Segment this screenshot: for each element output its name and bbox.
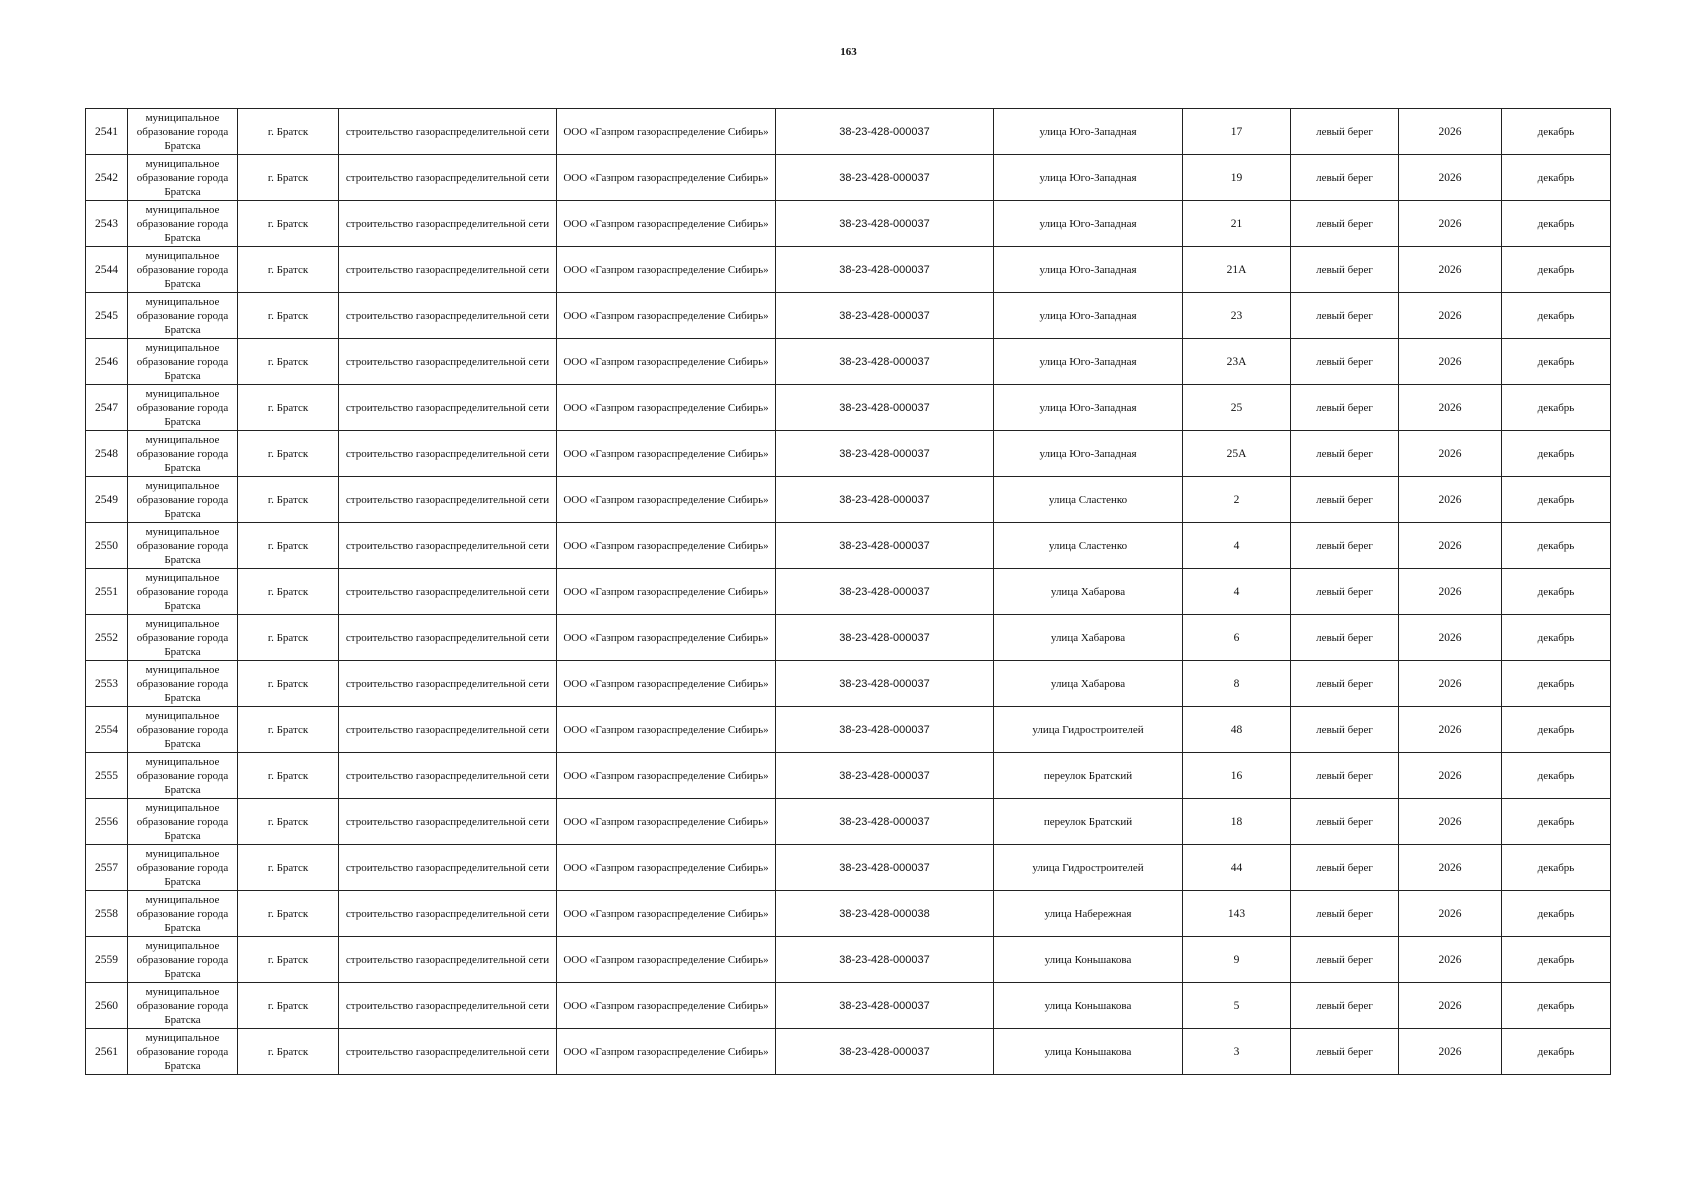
month-cell: декабрь <box>1502 845 1611 891</box>
row-number: 2551 <box>86 569 128 615</box>
river-bank-cell: левый берег <box>1291 477 1399 523</box>
work-type-cell: строительство газораспределительной сети <box>339 385 557 431</box>
house-number-cell: 21 <box>1183 201 1291 247</box>
city-cell: г. Братск <box>238 155 339 201</box>
city-cell: г. Братск <box>238 845 339 891</box>
house-number-cell: 23 <box>1183 293 1291 339</box>
network-code-cell: 38-23-428-000037 <box>776 201 994 247</box>
organization-cell: ООО «Газпром газораспределение Сибирь» <box>557 109 776 155</box>
year-cell: 2026 <box>1399 385 1502 431</box>
street-cell: улица Юго-Западная <box>994 155 1183 201</box>
work-type-cell: строительство газораспределительной сети <box>339 753 557 799</box>
municipality-cell: муниципальное образование города Братска <box>128 799 238 845</box>
municipality-cell: муниципальное образование города Братска <box>128 385 238 431</box>
municipality-cell: муниципальное образование города Братска <box>128 523 238 569</box>
year-cell: 2026 <box>1399 891 1502 937</box>
river-bank-cell: левый берег <box>1291 569 1399 615</box>
year-cell: 2026 <box>1399 523 1502 569</box>
row-number: 2548 <box>86 431 128 477</box>
table-row <box>86 615 1611 661</box>
street-cell: улица Хабарова <box>994 615 1183 661</box>
work-type-cell: строительство газораспределительной сети <box>339 615 557 661</box>
network-code-cell: 38-23-428-000037 <box>776 477 994 523</box>
city-cell: г. Братск <box>238 799 339 845</box>
work-type-cell: строительство газораспределительной сети <box>339 661 557 707</box>
network-code-cell: 38-23-428-000037 <box>776 247 994 293</box>
city-cell: г. Братск <box>238 615 339 661</box>
municipality-cell: муниципальное образование города Братска <box>128 201 238 247</box>
row-number: 2544 <box>86 247 128 293</box>
organization-cell: ООО «Газпром газораспределение Сибирь» <box>557 201 776 247</box>
month-cell: декабрь <box>1502 109 1611 155</box>
network-code-cell: 38-23-428-000037 <box>776 845 994 891</box>
organization-cell: ООО «Газпром газораспределение Сибирь» <box>557 523 776 569</box>
row-number: 2553 <box>86 661 128 707</box>
street-cell: улица Юго-Западная <box>994 385 1183 431</box>
network-code-cell: 38-23-428-000037 <box>776 753 994 799</box>
organization-cell: ООО «Газпром газораспределение Сибирь» <box>557 661 776 707</box>
house-number-cell: 44 <box>1183 845 1291 891</box>
month-cell: декабрь <box>1502 753 1611 799</box>
river-bank-cell: левый берег <box>1291 431 1399 477</box>
river-bank-cell: левый берег <box>1291 155 1399 201</box>
work-type-cell: строительство газораспределительной сети <box>339 937 557 983</box>
month-cell: декабрь <box>1502 983 1611 1029</box>
street-cell: переулок Братский <box>994 799 1183 845</box>
year-cell: 2026 <box>1399 753 1502 799</box>
gasification-table <box>85 108 1611 1075</box>
house-number-cell: 16 <box>1183 753 1291 799</box>
row-number: 2549 <box>86 477 128 523</box>
city-cell: г. Братск <box>238 385 339 431</box>
row-number: 2545 <box>86 293 128 339</box>
house-number-cell: 25А <box>1183 431 1291 477</box>
street-cell: улица Гидростроителей <box>994 707 1183 753</box>
municipality-cell: муниципальное образование города Братска <box>128 431 238 477</box>
city-cell: г. Братск <box>238 569 339 615</box>
street-cell: переулок Братский <box>994 753 1183 799</box>
year-cell: 2026 <box>1399 569 1502 615</box>
municipality-cell: муниципальное образование города Братска <box>128 1029 238 1075</box>
river-bank-cell: левый берег <box>1291 615 1399 661</box>
house-number-cell: 4 <box>1183 569 1291 615</box>
municipality-cell: муниципальное образование города Братска <box>128 753 238 799</box>
city-cell: г. Братск <box>238 247 339 293</box>
city-cell: г. Братск <box>238 339 339 385</box>
year-cell: 2026 <box>1399 339 1502 385</box>
street-cell: улица Сластенко <box>994 477 1183 523</box>
network-code-cell: 38-23-428-000037 <box>776 339 994 385</box>
network-code-cell: 38-23-428-000037 <box>776 1029 994 1075</box>
table-row <box>86 477 1611 523</box>
month-cell: декабрь <box>1502 201 1611 247</box>
row-number: 2547 <box>86 385 128 431</box>
network-code-cell: 38-23-428-000037 <box>776 569 994 615</box>
year-cell: 2026 <box>1399 661 1502 707</box>
street-cell: улица Хабарова <box>994 661 1183 707</box>
network-code-cell: 38-23-428-000037 <box>776 155 994 201</box>
year-cell: 2026 <box>1399 707 1502 753</box>
city-cell: г. Братск <box>238 1029 339 1075</box>
year-cell: 2026 <box>1399 293 1502 339</box>
organization-cell: ООО «Газпром газораспределение Сибирь» <box>557 615 776 661</box>
table-row <box>86 661 1611 707</box>
table-row <box>86 707 1611 753</box>
row-number: 2559 <box>86 937 128 983</box>
river-bank-cell: левый берег <box>1291 523 1399 569</box>
work-type-cell: строительство газораспределительной сети <box>339 155 557 201</box>
year-cell: 2026 <box>1399 247 1502 293</box>
organization-cell: ООО «Газпром газораспределение Сибирь» <box>557 753 776 799</box>
network-code-cell: 38-23-428-000037 <box>776 615 994 661</box>
table-row <box>86 431 1611 477</box>
year-cell: 2026 <box>1399 615 1502 661</box>
row-number: 2557 <box>86 845 128 891</box>
network-code-cell: 38-23-428-000037 <box>776 707 994 753</box>
river-bank-cell: левый берег <box>1291 937 1399 983</box>
month-cell: декабрь <box>1502 431 1611 477</box>
work-type-cell: строительство газораспределительной сети <box>339 1029 557 1075</box>
river-bank-cell: левый берег <box>1291 339 1399 385</box>
network-code-cell: 38-23-428-000037 <box>776 799 994 845</box>
house-number-cell: 143 <box>1183 891 1291 937</box>
organization-cell: ООО «Газпром газораспределение Сибирь» <box>557 385 776 431</box>
work-type-cell: строительство газораспределительной сети <box>339 845 557 891</box>
street-cell: улица Юго-Западная <box>994 431 1183 477</box>
work-type-cell: строительство газораспределительной сети <box>339 707 557 753</box>
row-number: 2542 <box>86 155 128 201</box>
month-cell: декабрь <box>1502 477 1611 523</box>
table-row <box>86 293 1611 339</box>
river-bank-cell: левый берег <box>1291 845 1399 891</box>
month-cell: декабрь <box>1502 707 1611 753</box>
row-number: 2550 <box>86 523 128 569</box>
municipality-cell: муниципальное образование города Братска <box>128 477 238 523</box>
year-cell: 2026 <box>1399 799 1502 845</box>
table-row <box>86 937 1611 983</box>
network-code-cell: 38-23-428-000037 <box>776 385 994 431</box>
work-type-cell: строительство газораспределительной сети <box>339 477 557 523</box>
network-code-cell: 38-23-428-000037 <box>776 983 994 1029</box>
work-type-cell: строительство газораспределительной сети <box>339 569 557 615</box>
year-cell: 2026 <box>1399 983 1502 1029</box>
network-code-cell: 38-23-428-000037 <box>776 523 994 569</box>
table-row <box>86 799 1611 845</box>
table-row <box>86 753 1611 799</box>
month-cell: декабрь <box>1502 293 1611 339</box>
city-cell: г. Братск <box>238 707 339 753</box>
city-cell: г. Братск <box>238 293 339 339</box>
house-number-cell: 5 <box>1183 983 1291 1029</box>
street-cell: улица Коньшакова <box>994 983 1183 1029</box>
street-cell: улица Юго-Западная <box>994 247 1183 293</box>
river-bank-cell: левый берег <box>1291 753 1399 799</box>
table-row <box>86 891 1611 937</box>
street-cell: улица Гидростроителей <box>994 845 1183 891</box>
network-code-cell: 38-23-428-000037 <box>776 661 994 707</box>
row-number: 2560 <box>86 983 128 1029</box>
month-cell: декабрь <box>1502 1029 1611 1075</box>
row-number: 2558 <box>86 891 128 937</box>
city-cell: г. Братск <box>238 431 339 477</box>
month-cell: декабрь <box>1502 339 1611 385</box>
month-cell: декабрь <box>1502 615 1611 661</box>
work-type-cell: строительство газораспределительной сети <box>339 339 557 385</box>
house-number-cell: 48 <box>1183 707 1291 753</box>
network-code-cell: 38-23-428-000037 <box>776 293 994 339</box>
house-number-cell: 2 <box>1183 477 1291 523</box>
city-cell: г. Братск <box>238 477 339 523</box>
organization-cell: ООО «Газпром газораспределение Сибирь» <box>557 1029 776 1075</box>
river-bank-cell: левый берег <box>1291 247 1399 293</box>
street-cell: улица Юго-Западная <box>994 339 1183 385</box>
street-cell: улица Юго-Западная <box>994 201 1183 247</box>
house-number-cell: 23А <box>1183 339 1291 385</box>
river-bank-cell: левый берег <box>1291 385 1399 431</box>
city-cell: г. Братск <box>238 937 339 983</box>
work-type-cell: строительство газораспределительной сети <box>339 799 557 845</box>
organization-cell: ООО «Газпром газораспределение Сибирь» <box>557 247 776 293</box>
month-cell: декабрь <box>1502 247 1611 293</box>
month-cell: декабрь <box>1502 385 1611 431</box>
month-cell: декабрь <box>1502 937 1611 983</box>
month-cell: декабрь <box>1502 891 1611 937</box>
river-bank-cell: левый берег <box>1291 1029 1399 1075</box>
municipality-cell: муниципальное образование города Братска <box>128 891 238 937</box>
organization-cell: ООО «Газпром газораспределение Сибирь» <box>557 339 776 385</box>
city-cell: г. Братск <box>238 201 339 247</box>
organization-cell: ООО «Газпром газораспределение Сибирь» <box>557 845 776 891</box>
year-cell: 2026 <box>1399 937 1502 983</box>
river-bank-cell: левый берег <box>1291 293 1399 339</box>
network-code-cell: 38-23-428-000037 <box>776 937 994 983</box>
organization-cell: ООО «Газпром газораспределение Сибирь» <box>557 431 776 477</box>
table-row <box>86 569 1611 615</box>
river-bank-cell: левый берег <box>1291 891 1399 937</box>
city-cell: г. Братск <box>238 109 339 155</box>
municipality-cell: муниципальное образование города Братска <box>128 109 238 155</box>
table-row <box>86 1029 1611 1075</box>
organization-cell: ООО «Газпром газораспределение Сибирь» <box>557 155 776 201</box>
table-row <box>86 109 1611 155</box>
year-cell: 2026 <box>1399 431 1502 477</box>
river-bank-cell: левый берег <box>1291 661 1399 707</box>
table-body <box>86 109 1611 1075</box>
row-number: 2555 <box>86 753 128 799</box>
work-type-cell: строительство газораспределительной сети <box>339 891 557 937</box>
organization-cell: ООО «Газпром газораспределение Сибирь» <box>557 569 776 615</box>
house-number-cell: 25 <box>1183 385 1291 431</box>
city-cell: г. Братск <box>238 523 339 569</box>
city-cell: г. Братск <box>238 891 339 937</box>
street-cell: улица Юго-Западная <box>994 109 1183 155</box>
work-type-cell: строительство газораспределительной сети <box>339 983 557 1029</box>
river-bank-cell: левый берег <box>1291 983 1399 1029</box>
network-code-cell: 38-23-428-000037 <box>776 109 994 155</box>
year-cell: 2026 <box>1399 1029 1502 1075</box>
organization-cell: ООО «Газпром газораспределение Сибирь» <box>557 477 776 523</box>
table-row <box>86 983 1611 1029</box>
month-cell: декабрь <box>1502 799 1611 845</box>
house-number-cell: 9 <box>1183 937 1291 983</box>
city-cell: г. Братск <box>238 661 339 707</box>
row-number: 2541 <box>86 109 128 155</box>
municipality-cell: муниципальное образование города Братска <box>128 247 238 293</box>
municipality-cell: муниципальное образование города Братска <box>128 569 238 615</box>
street-cell: улица Юго-Западная <box>994 293 1183 339</box>
organization-cell: ООО «Газпром газораспределение Сибирь» <box>557 891 776 937</box>
year-cell: 2026 <box>1399 201 1502 247</box>
work-type-cell: строительство газораспределительной сети <box>339 201 557 247</box>
river-bank-cell: левый берег <box>1291 799 1399 845</box>
city-cell: г. Братск <box>238 983 339 1029</box>
year-cell: 2026 <box>1399 109 1502 155</box>
municipality-cell: муниципальное образование города Братска <box>128 339 238 385</box>
table-row <box>86 247 1611 293</box>
row-number: 2546 <box>86 339 128 385</box>
house-number-cell: 3 <box>1183 1029 1291 1075</box>
network-code-cell: 38-23-428-000038 <box>776 891 994 937</box>
river-bank-cell: левый берег <box>1291 109 1399 155</box>
year-cell: 2026 <box>1399 845 1502 891</box>
table-row <box>86 523 1611 569</box>
organization-cell: ООО «Газпром газораспределение Сибирь» <box>557 799 776 845</box>
row-number: 2556 <box>86 799 128 845</box>
organization-cell: ООО «Газпром газораспределение Сибирь» <box>557 293 776 339</box>
municipality-cell: муниципальное образование города Братска <box>128 615 238 661</box>
work-type-cell: строительство газораспределительной сети <box>339 431 557 477</box>
street-cell: улица Сластенко <box>994 523 1183 569</box>
organization-cell: ООО «Газпром газораспределение Сибирь» <box>557 983 776 1029</box>
house-number-cell: 19 <box>1183 155 1291 201</box>
municipality-cell: муниципальное образование города Братска <box>128 937 238 983</box>
house-number-cell: 8 <box>1183 661 1291 707</box>
street-cell: улица Коньшакова <box>994 937 1183 983</box>
municipality-cell: муниципальное образование города Братска <box>128 293 238 339</box>
house-number-cell: 18 <box>1183 799 1291 845</box>
work-type-cell: строительство газораспределительной сети <box>339 109 557 155</box>
month-cell: декабрь <box>1502 155 1611 201</box>
organization-cell: ООО «Газпром газораспределение Сибирь» <box>557 707 776 753</box>
table-row <box>86 155 1611 201</box>
row-number: 2543 <box>86 201 128 247</box>
street-cell: улица Хабарова <box>994 569 1183 615</box>
city-cell: г. Братск <box>238 753 339 799</box>
month-cell: декабрь <box>1502 661 1611 707</box>
house-number-cell: 21А <box>1183 247 1291 293</box>
work-type-cell: строительство газораспределительной сети <box>339 523 557 569</box>
table-row <box>86 385 1611 431</box>
municipality-cell: муниципальное образование города Братска <box>128 707 238 753</box>
river-bank-cell: левый берег <box>1291 707 1399 753</box>
river-bank-cell: левый берег <box>1291 201 1399 247</box>
month-cell: декабрь <box>1502 569 1611 615</box>
row-number: 2554 <box>86 707 128 753</box>
municipality-cell: муниципальное образование города Братска <box>128 983 238 1029</box>
house-number-cell: 17 <box>1183 109 1291 155</box>
house-number-cell: 6 <box>1183 615 1291 661</box>
table-row <box>86 339 1611 385</box>
work-type-cell: строительство газораспределительной сети <box>339 293 557 339</box>
row-number: 2561 <box>86 1029 128 1075</box>
municipality-cell: муниципальное образование города Братска <box>128 155 238 201</box>
table-row <box>86 845 1611 891</box>
municipality-cell: муниципальное образование города Братска <box>128 661 238 707</box>
year-cell: 2026 <box>1399 155 1502 201</box>
month-cell: декабрь <box>1502 523 1611 569</box>
house-number-cell: 4 <box>1183 523 1291 569</box>
row-number: 2552 <box>86 615 128 661</box>
table-row <box>86 201 1611 247</box>
street-cell: улица Коньшакова <box>994 1029 1183 1075</box>
organization-cell: ООО «Газпром газораспределение Сибирь» <box>557 937 776 983</box>
page-number: 163 <box>840 46 857 58</box>
work-type-cell: строительство газораспределительной сети <box>339 247 557 293</box>
network-code-cell: 38-23-428-000037 <box>776 431 994 477</box>
year-cell: 2026 <box>1399 477 1502 523</box>
municipality-cell: муниципальное образование города Братска <box>128 845 238 891</box>
street-cell: улица Набережная <box>994 891 1183 937</box>
